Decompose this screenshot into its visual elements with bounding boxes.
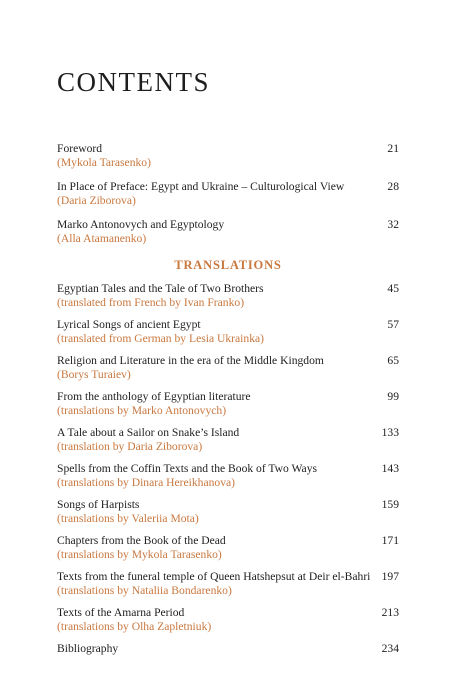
toc-entry[interactable]: [57, 218, 399, 246]
entry-author: (translations by Marko Antonovych): [57, 404, 227, 417]
page-number: 197: [381, 570, 399, 583]
toc-entry[interactable]: [57, 390, 399, 418]
entry-title: In Place of Preface: Egypt and Ukraine – Culturological View: [57, 180, 345, 193]
page-title: CONTENTS: [57, 67, 210, 97]
page-number: 133: [381, 426, 399, 439]
entry-title: Texts of the Amarna Period: [57, 606, 185, 619]
page-number: 171: [381, 534, 399, 547]
entry-title: Egyptian Tales and the Tale of Two Brothers: [57, 282, 264, 295]
entry-title: Chapters from the Book of the Dead: [57, 534, 226, 547]
front-matter-list: [57, 142, 399, 246]
toc-entry[interactable]: [57, 462, 399, 490]
page-number: 28: [387, 180, 399, 193]
entry-author: (Alla Atamanenko): [57, 232, 147, 245]
page-number: 57: [387, 318, 399, 331]
toc-entry[interactable]: [57, 354, 399, 382]
entry-title: Marko Antonovych and Egyptology: [57, 218, 225, 231]
toc-entry[interactable]: [57, 282, 399, 310]
entry-title: Foreword: [57, 142, 103, 155]
entry-author: (translations by Dinara Hereikhanova): [57, 476, 236, 489]
toc-entry[interactable]: [57, 142, 399, 170]
entry-author: (translations by Olha Zapletniuk): [57, 620, 212, 633]
toc-entry[interactable]: [57, 570, 399, 598]
entry-title: Lyrical Songs of ancient Egypt: [57, 318, 201, 331]
toc-entry[interactable]: [57, 318, 399, 346]
page-number: 234: [381, 642, 399, 655]
entry-title: From the anthology of Egyptian literature: [57, 390, 251, 403]
entry-title: Religion and Literature in the era of the Middle Kingdom: [57, 354, 324, 367]
page-number: 159: [381, 498, 399, 511]
entry-author: (translation by Daria Ziborova): [57, 440, 203, 453]
entry-author: (translations by Nataliia Bondarenko): [57, 584, 232, 597]
page-number: 45: [387, 282, 399, 295]
entry-author: (translated from French by Ivan Franko): [57, 296, 245, 309]
toc-entry[interactable]: [57, 606, 399, 634]
entry-author: (Mykola Tarasenko): [57, 156, 151, 169]
section-heading: TRANSLATIONS: [174, 258, 282, 272]
entry-author: (translated from German by Lesia Ukrainka): [57, 332, 264, 345]
toc-entry[interactable]: [57, 426, 399, 454]
toc-entry[interactable]: [57, 180, 399, 208]
page-number: 65: [387, 354, 399, 367]
entry-title: Songs of Harpists: [57, 498, 140, 511]
entry-author: (Borys Turaiev): [57, 368, 131, 381]
translations-list: [57, 282, 399, 656]
entry-title: A Tale about a Sailor on Snake’s Island: [57, 426, 240, 439]
page-number: 213: [381, 606, 399, 619]
entry-title: Bibliography: [57, 642, 119, 655]
page-number: 21: [387, 142, 399, 155]
toc-entry-bibliography[interactable]: [57, 642, 399, 656]
toc-entry[interactable]: [57, 534, 399, 562]
toc-entry[interactable]: [57, 498, 399, 526]
entry-author: (Daria Ziborova): [57, 194, 136, 207]
entry-title: Texts from the funeral temple of Queen Hatshepsut at Deir el-Bahri: [57, 570, 371, 583]
page-number: 143: [381, 462, 399, 475]
entry-title: Spells from the Coffin Texts and the Book of Two Ways: [57, 462, 318, 475]
contents-page: [57, 62, 399, 664]
page-number: 99: [387, 390, 399, 403]
entry-author: (translations by Mykola Tarasenko): [57, 548, 222, 561]
page-number: 32: [387, 218, 399, 231]
entry-author: (translations by Valeriia Mota): [57, 512, 199, 525]
